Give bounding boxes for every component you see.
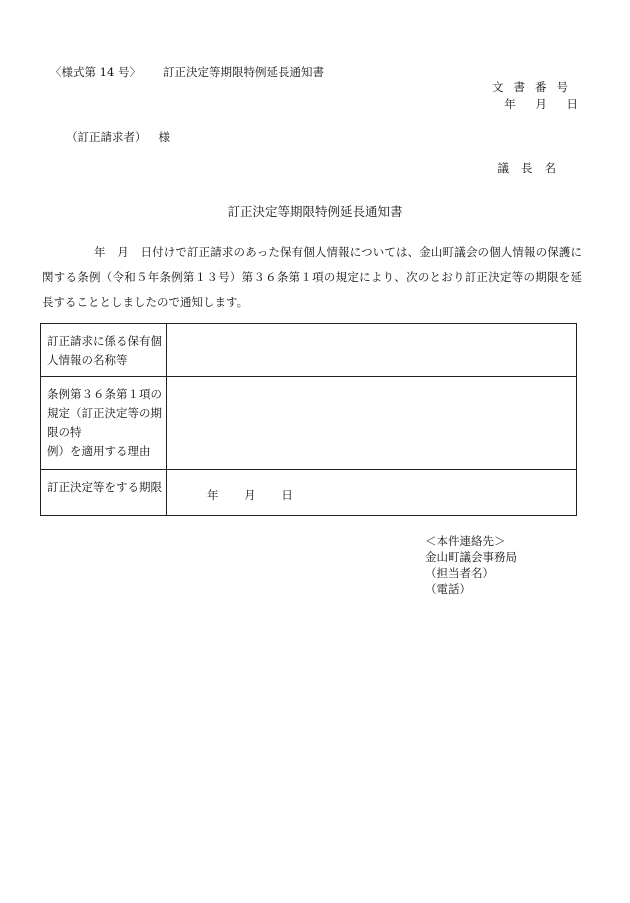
recipient-honorific: 様 xyxy=(158,130,170,144)
row-value-info-name xyxy=(167,324,577,377)
issue-date xyxy=(488,96,578,112)
info-table xyxy=(40,323,577,516)
reason-label-line1: 条例第３６条第１項の規定（訂正決定等の期限の特 xyxy=(47,387,162,439)
sender-name: 議長名 xyxy=(497,161,568,175)
row-value-deadline xyxy=(167,470,577,516)
reason-label-line2: 例）を適用する理由 xyxy=(47,444,151,458)
date-day: 日 xyxy=(566,97,578,111)
deadline-month: 月 xyxy=(244,488,256,502)
deadline-year: 年 xyxy=(207,488,219,502)
table-row xyxy=(41,377,577,470)
row-label-deadline: 訂正決定等をする期限 xyxy=(41,470,167,516)
date-month: 月 xyxy=(535,97,547,111)
date-year: 年 xyxy=(504,97,516,111)
table-row xyxy=(41,324,577,377)
deadline-day: 日 xyxy=(281,488,293,502)
contact-person: （担当者名） xyxy=(425,566,494,580)
row-value-reason xyxy=(167,377,577,470)
recipient xyxy=(66,129,170,145)
contact-heading: ＜本件連絡先＞ xyxy=(425,534,506,548)
document-title: 訂正決定等期限特例延長通知書 xyxy=(227,204,403,219)
body-paragraph xyxy=(42,240,582,315)
form-number: 〈様式第 14 号〉 xyxy=(50,65,141,79)
contact-phone: （電話） xyxy=(425,582,471,596)
row-label-reason xyxy=(41,377,167,470)
form-title-small: 訂正決定等期限特例延長通知書 xyxy=(162,65,324,79)
recipient-name: （訂正請求者） xyxy=(66,130,147,144)
contact-office: 金山町議会事務局 xyxy=(425,550,517,564)
deadline-date xyxy=(207,486,315,505)
form-header xyxy=(50,64,324,80)
row-label-info-name: 訂正請求に係る保有個人情報の名称等 xyxy=(41,324,167,377)
table-row xyxy=(41,470,577,516)
document-number: 文書番号 xyxy=(492,80,578,94)
body-text: 年 月 日付けで訂正請求のあった保有個人情報については、金山町議会の個人情報の保護に関する条例（令和５年条例第１３号）第３６条第１項の規定により、次のとおり訂正決定等の期限を延長することとしましたので通知します。 xyxy=(42,245,582,309)
contact-block xyxy=(425,533,517,597)
